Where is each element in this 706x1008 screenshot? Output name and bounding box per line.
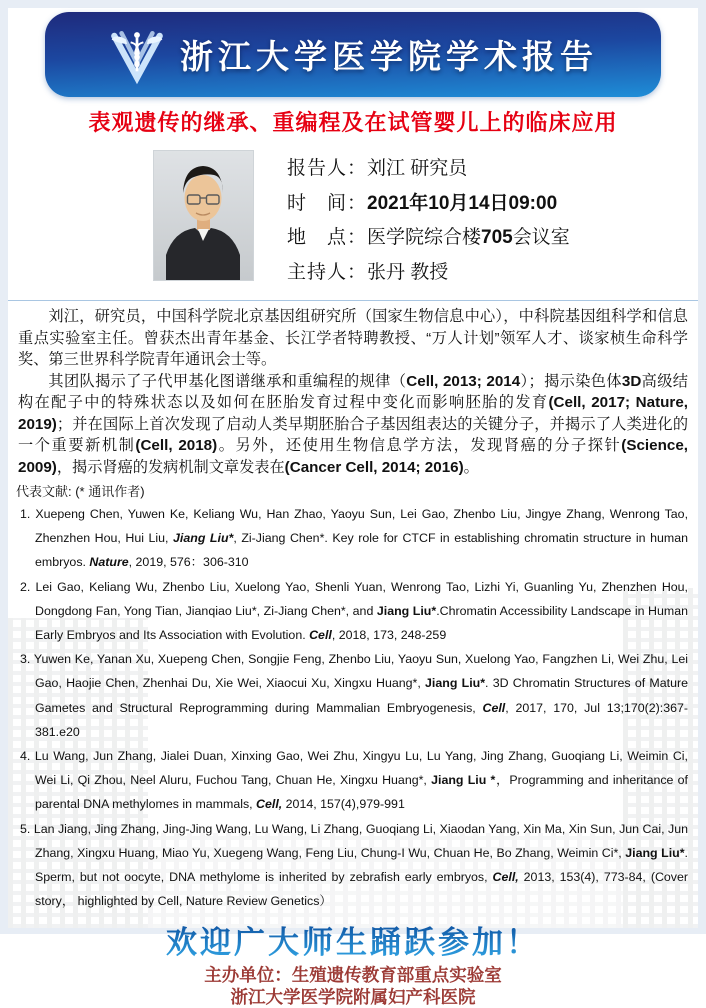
publications-heading: 代表文献: (* 通讯作者) <box>16 484 145 499</box>
welcome-message: 欢迎广大师生踊跃参加！ <box>8 917 698 962</box>
organizers <box>8 964 698 1008</box>
header-banner <box>45 12 661 97</box>
banner-title: 浙江大学医学院学术报告 <box>180 38 598 75</box>
lecture-details <box>287 151 570 290</box>
publication-item-1: 1. Xuepeng Chen, Yuwen Ke, Keliang Wu, Han Zhao, Yaoyu Sun, Lei Gao, Zhenbo Liu, Jingye Zhang, Wenrong Tao, Zhenzhen Hou, Hui Liu, Jiang Liu*, Zi-Jiang Chen*. Key role for CTCF in establishing chromatin structure in human embryos. Nature, 2019, 576：306-310 <box>20 507 689 570</box>
speaker-bio <box>18 306 688 478</box>
organizer-line-1: 主办单位：生殖遗传教育部重点实验室 <box>204 965 502 986</box>
bio-paragraph-2: 其团队揭示了子代甲基化图谱继承和重编程的规律（Cell, 2013; 2014）；揭示染色体3D高级结构在配子中的特殊状态以及如何在胚胎发育过程中变化而影响胚胎的发育(Cell, 2017; Nature, 2019)；并在国际上首次发现了启动人类早期胚胎合子基因组表达的关键分子，并揭示了人类进化的一个重要新机制(Cell, 2018)。另外，还使用生物信息学方法，发现肾癌的分子探针(Science, 2009)，揭示肾癌的发病机制文章发表在(Cancer Cell, 2014; 2016)。 <box>18 372 689 476</box>
speaker-info-section <box>154 151 698 290</box>
section-divider <box>8 300 698 301</box>
detail-speaker: 报告人：刘江 研究员 <box>287 158 468 179</box>
caduceus-icon <box>108 26 166 84</box>
detail-time: 时 间：2021年10月14日09:00 <box>287 192 558 214</box>
publication-item-4: 4. Lu Wang, Jun Zhang, Jialei Duan, Xinxing Gao, Wei Zhu, Xingyu Lu, Lu Yang, Jing Zhang, Guoqiang Li, Weimin Ci, Wei Li, Qi Zhou, Neel Aluru, Fuchou Tang, Chuan He, Xingxu Huang*, Jiang Liu *，Programming and inheritance of parental DNA methylomes in mammals, Cell, 2014, 157(4),979-991 <box>20 749 689 812</box>
detail-venue: 地 点：医学院综合楼705会议室 <box>287 227 570 248</box>
publication-item-5: 5. Lan Jiang, Jing Zhang, Jing-Jing Wang, Lu Wang, Li Zhang, Guoqiang Li, Xiaodan Yang, Xin Ma, Xin Sun, Jun Cai, Jun Zhang, Xingxu Huang, Miao Yu, Xuegeng Wang, Feng Liu, Chung-I Wu, Chuan He, Bo Zhang, Weimin Ci*, Jiang Liu*. Sperm, but not oocyte, DNA methylome is inherited by zebrafish early embryos, Cell, 2013, 153(4), 773-84, (Cover story， highlighted by Cell, Nature Review Genetics） <box>20 821 688 909</box>
detail-host: 主持人：张丹 教授 <box>287 261 449 283</box>
publication-item-3: 3. Yuwen Ke, Yanan Xu, Xuepeng Chen, Songjie Feng, Zhenbo Liu, Yaoyu Sun, Xuelong Yao, Fangzhen Li, Wei Zhu, Lei Gao, Haojie Chen, Zhenhai Du, Xie Wei, Xiaocui Xu, Xingxu Huang*, Jiang Liu*. 3D Chromatin Structures of Mature Gametes and Structural Reprogramming during Mammalian Embryogenesis, Cell, 2017, 170, Jul 13;170(2):367-381.e20 <box>20 652 688 739</box>
organizer-line-2: 浙江大学医学院附属妇产科医院 <box>230 987 476 1008</box>
speaker-photo <box>154 151 253 280</box>
bio-paragraph-1: 刘江，研究员，中国科学院北京基因组研究所（国家生物信息中心），中科院基因组科学和信息重点实验室主任。曾获杰出青年基金、长江学者特聘教授、“万人计划”领军人才、谈家桢生命科学奖、第三世界科学院青年通讯会士等。 <box>18 308 688 368</box>
publication-list <box>20 502 688 913</box>
publication-item-2: 2. Lei Gao, Keliang Wu, Zhenbo Liu, Xuelong Yao, Shenli Yuan, Wenrong Tao, Lizhi Yi, Guanling Yu, Zhenzhen Hou, Dongdong Fan, Yong Tian, Jianqiao Liu*, Zi-Jiang Chen*, and Jiang Liu*.Chromatin Accessibility Landscape in Human Early Embryos and Its Association with Evolution. Cell, 2018, 173, 248-259 <box>20 579 688 643</box>
lecture-title: 表观遗传的继承、重编程及在试管婴儿上的临床应用 <box>88 110 618 135</box>
